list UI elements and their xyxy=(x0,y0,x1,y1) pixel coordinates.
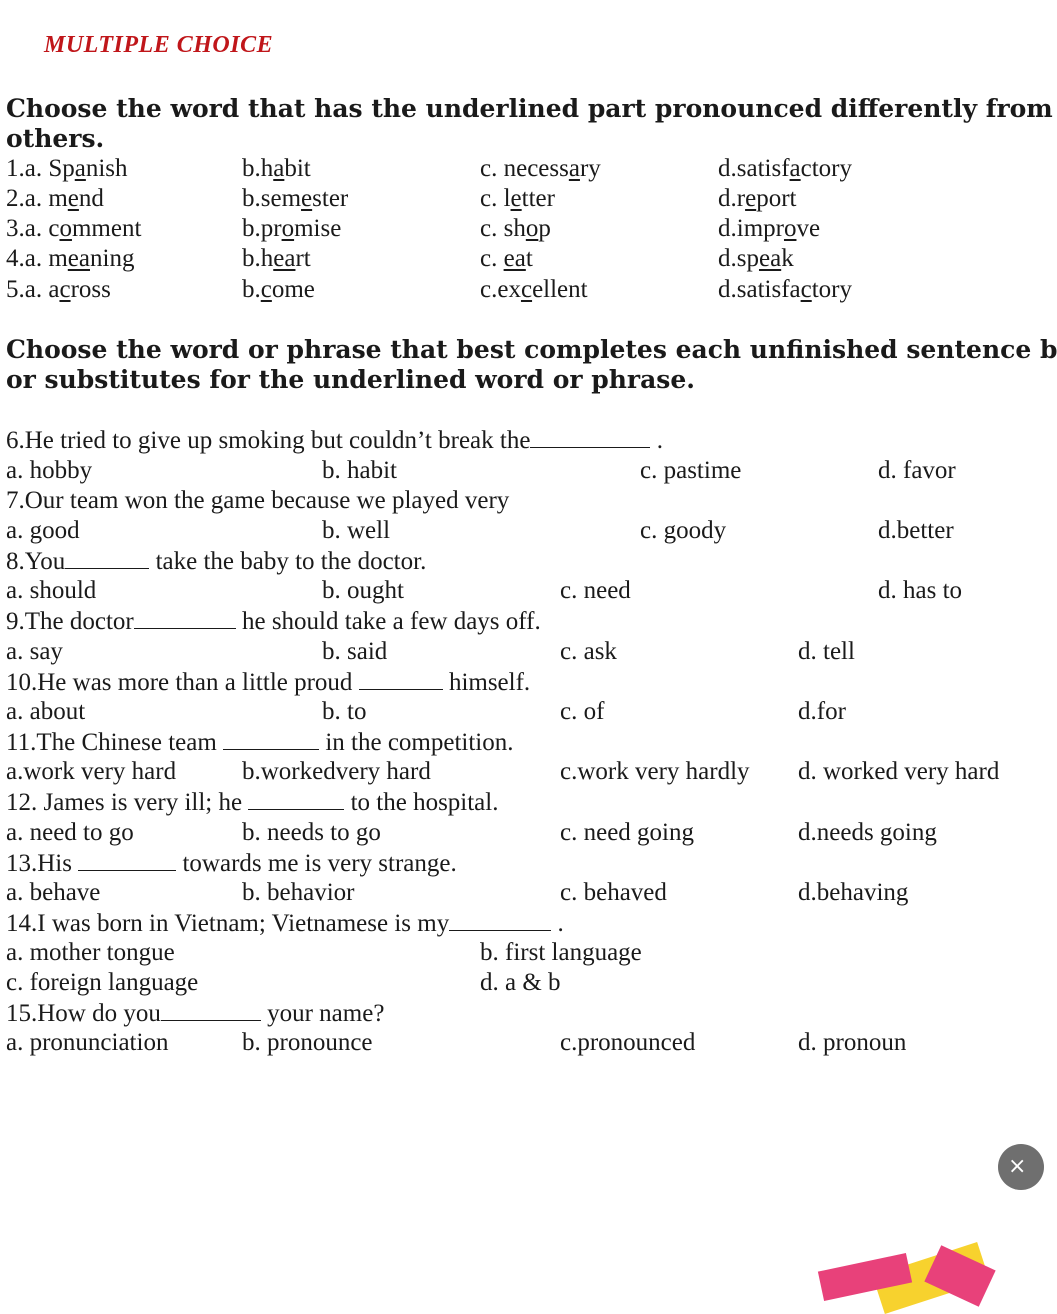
q7-option-c: c. goody xyxy=(640,517,727,544)
q8-stem: 8.You take the baby to the doctor. xyxy=(6,548,427,575)
section2-instruction-line1: Choose the word or phrase that best completes each unfinished sentence b xyxy=(6,335,1057,364)
q9-option-a: a. say xyxy=(6,638,63,665)
q2-option-d: d.report xyxy=(718,185,797,212)
q3-option-a: 3.a. comment xyxy=(6,215,142,242)
q4-option-b: b.heart xyxy=(242,245,311,272)
q5-option-a: 5.a. across xyxy=(6,276,111,303)
q7-stem: 7.Our team won the game because we played very xyxy=(6,487,510,514)
q11-option-a: a.work very hard xyxy=(6,758,177,785)
q3-option-d: d.improve xyxy=(718,215,821,242)
close-icon[interactable]: × xyxy=(998,1144,1044,1190)
q10-stem: 10.He was more than a little proud himself. xyxy=(6,669,531,696)
q13-option-a: a. behave xyxy=(6,879,101,906)
q10-option-d: d.for xyxy=(798,698,846,725)
q5-option-b: b.come xyxy=(242,276,315,303)
q14-option-d: d. a & b xyxy=(480,969,561,996)
q1-option-d: d.satisfactory xyxy=(718,155,853,182)
page-title: MULTIPLE CHOICE xyxy=(44,32,274,58)
q15-option-b: b. pronounce xyxy=(242,1029,373,1056)
q11-option-c: c.work very hardly xyxy=(560,758,750,785)
q14-stem: 14.I was born in Vietnam; Vietnamese is my . xyxy=(6,910,564,937)
q9-stem: 9.The doctor he should take a few days off. xyxy=(6,608,541,635)
q3-option-b: b.promise xyxy=(242,215,342,242)
q15-option-a: a. pronunciation xyxy=(6,1029,169,1056)
q5-option-c: c.excellent xyxy=(480,276,588,303)
q6-option-a: a. hobby xyxy=(6,457,93,484)
q2-option-c: c. letter xyxy=(480,185,555,212)
q14-option-b: b. first language xyxy=(480,939,642,966)
section1-instruction xyxy=(6,94,1053,154)
q6-option-d: d. favor xyxy=(878,457,956,484)
q8-option-b: b. ought xyxy=(322,577,404,604)
q7-option-b: b. well xyxy=(322,517,391,544)
q6-option-c: c. pastime xyxy=(640,457,742,484)
q7-option-a: a. good xyxy=(6,517,80,544)
q13-option-b: b. behavior xyxy=(242,879,355,906)
q10-option-b: b. to xyxy=(322,698,367,725)
q6-stem: 6.He tried to give up smoking but couldn’t break the . xyxy=(6,427,663,454)
q10-option-c: c. of xyxy=(560,698,605,725)
q12-option-b: b. needs to go xyxy=(242,819,381,846)
section1-instruction-line1: Choose the word that has the underlined part pronounced differently from xyxy=(6,94,1053,123)
q2-option-a: 2.a. mend xyxy=(6,185,104,212)
q13-option-c: c. behaved xyxy=(560,879,667,906)
q8-option-a: a. should xyxy=(6,577,97,604)
q13-stem: 13.His towards me is very strange. xyxy=(6,850,457,877)
q9-option-d: d. tell xyxy=(798,638,855,665)
q1-option-a: 1.a. Spanish xyxy=(6,155,128,182)
section2-instruction-line2: or substitutes for the underlined word or phrase. xyxy=(6,365,695,394)
section1-instruction-line2: others. xyxy=(6,124,105,153)
q11-option-b: b.workedvery hard xyxy=(242,758,431,785)
section2-instruction xyxy=(6,335,1057,395)
q3-option-c: c. shop xyxy=(480,215,551,242)
q4-option-a: 4.a. meaning xyxy=(6,245,135,272)
q10-option-a: a. about xyxy=(6,698,86,725)
q15-option-c: c.pronounced xyxy=(560,1029,696,1056)
q7-option-d: d.better xyxy=(878,517,954,544)
q9-option-c: c. ask xyxy=(560,638,617,665)
q12-option-d: d.needs going xyxy=(798,819,937,846)
q14-option-c: c. foreign language xyxy=(6,969,199,996)
q2-option-b: b.semester xyxy=(242,185,349,212)
q14-option-a: a. mother tongue xyxy=(6,939,175,966)
q5-option-d: d.satisfactory xyxy=(718,276,853,303)
q8-option-d: d. has to xyxy=(878,577,963,604)
q1-option-b: b.habit xyxy=(242,155,311,182)
q11-option-d: d. worked very hard xyxy=(798,758,1000,785)
q15-option-d: d. pronoun xyxy=(798,1029,907,1056)
q9-option-b: b. said xyxy=(322,638,388,665)
q8-option-c: c. need xyxy=(560,577,631,604)
q12-stem: 12. James is very ill; he to the hospital. xyxy=(6,789,499,816)
q4-option-d: d.speak xyxy=(718,245,794,272)
q4-option-c: c. eat xyxy=(480,245,533,272)
q15-stem: 15.How do you your name? xyxy=(6,1000,385,1027)
q11-stem: 11.The Chinese team in the competition. xyxy=(6,729,514,756)
q13-option-d: d.behaving xyxy=(798,879,909,906)
q1-option-c: c. necessary xyxy=(480,155,601,182)
q12-option-a: a. need to go xyxy=(6,819,134,846)
q6-option-b: b. habit xyxy=(322,457,397,484)
q12-option-c: c. need going xyxy=(560,819,694,846)
